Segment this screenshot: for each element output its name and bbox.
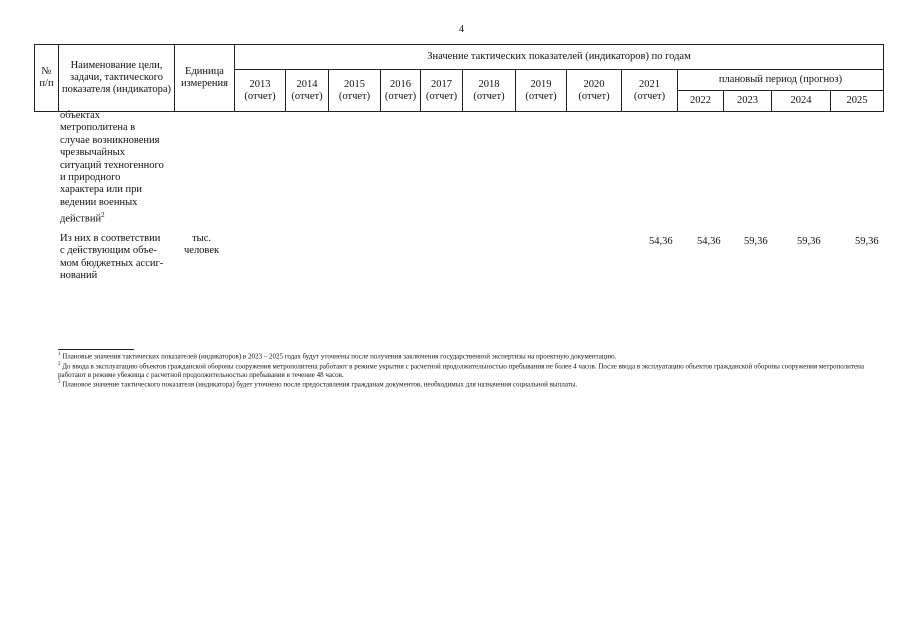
- year-header: 2021 (отчет): [622, 70, 678, 112]
- year-header: 2015 (отчет): [329, 70, 381, 112]
- year-header: 2020 (отчет): [567, 70, 622, 112]
- value-2022: 54,36: [697, 236, 721, 247]
- year-header: 2018 (отчет): [463, 70, 516, 112]
- plan-year-header: 2025: [831, 91, 884, 112]
- year-header: 2019 (отчет): [516, 70, 567, 112]
- indicators-table-header: [34, 44, 884, 112]
- value-2021: 54,36: [649, 236, 673, 247]
- year-header: 2013 (отчет): [235, 70, 286, 112]
- page-number: 4: [459, 24, 464, 35]
- col-number-header: № п/п: [35, 45, 59, 112]
- row-name: Из них в соответствии с действующим объе- мом бюджетных ассиг- нований: [60, 233, 164, 282]
- plan-year-header: 2023: [724, 91, 772, 112]
- year-header: 2014 (отчет): [286, 70, 329, 112]
- col-values-header: Значение тактических показателей (индикаторов) по годам: [235, 45, 884, 70]
- footnote-mark: 2: [101, 211, 105, 220]
- footnotes: [58, 351, 868, 389]
- footnote: $^1$ Плановые значения тактических показателей (индикаторов) в 2023 – 2025 годах будут уточнены после получения заключения государственной экспертизы на проектную документацию.: [58, 352, 617, 361]
- col-name-header: Наименование цели, задачи, тактического показателя (индикатора): [59, 45, 175, 112]
- footnote: $^2$ До ввода в эксплуатацию объектов гражданской обороны сооружения метрополитена работают в режиме укрытия с расчетной продолжительностью пребывания не более 4 часов. После ввода в эксплуатацию объектов гражданской обороны сооружения метрополитена работают в режиме убежища с расчетной продолжительностью пребывания в течение 48 часов.: [58, 361, 864, 379]
- row-unit: тыс. человек: [184, 233, 220, 257]
- value-2024: 59,36: [797, 236, 821, 247]
- plan-year-header: 2022: [678, 91, 724, 112]
- plan-period-header: плановый период (прогноз): [678, 70, 884, 91]
- col-unit-header: Единица измерения: [175, 45, 235, 112]
- footnote-divider: [58, 349, 134, 350]
- value-2023: 59,36: [744, 236, 768, 247]
- plan-year-header: 2024: [772, 91, 831, 112]
- row-continuation-text: объектах метрополитена в случае возникновения чрезвычайных ситуаций техногенного и природного характера или при ведении военных действий$^2$: [60, 110, 164, 225]
- year-header: 2017 (отчет): [421, 70, 463, 112]
- value-2025: 59,36: [855, 236, 879, 247]
- footnote: $^3$ Плановое значение тактического показателя (индикатора) будет уточнено после предоставления гражданам документов, необходимых для назначения социальной выплаты.: [58, 380, 578, 389]
- year-header: 2016 (отчет): [381, 70, 421, 112]
